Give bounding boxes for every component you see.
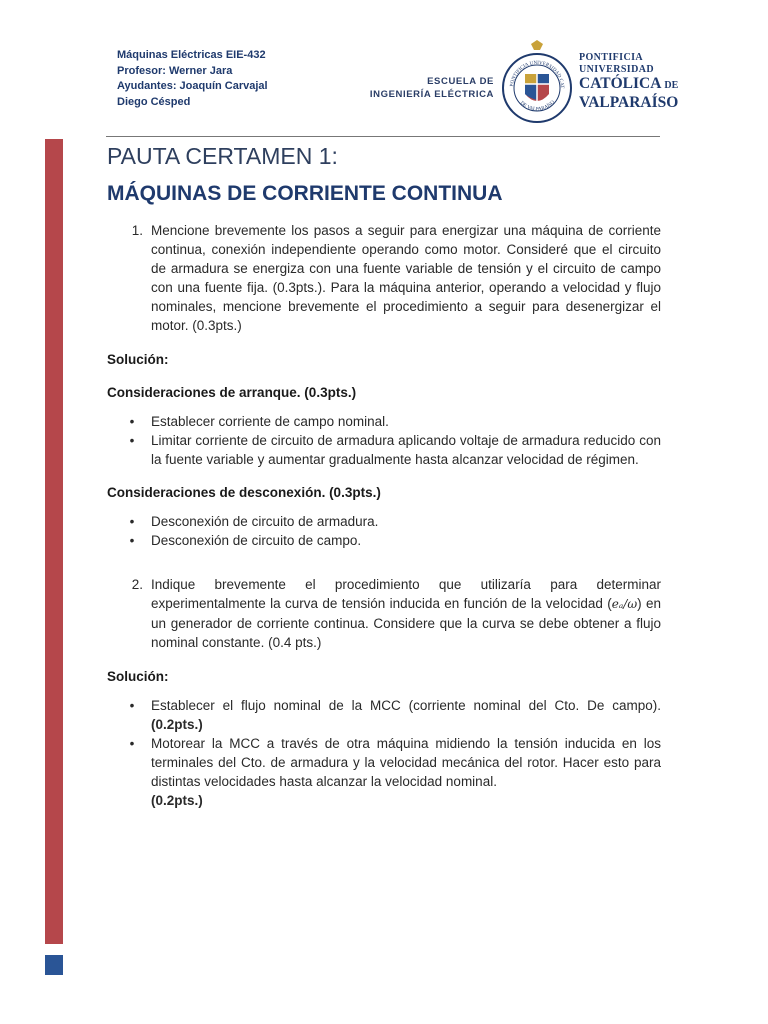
question-1 (107, 221, 661, 335)
sidebar-accent-bar (45, 139, 63, 944)
svg-text:DE VALPARAÍSO: DE VALPARAÍSO (518, 100, 556, 113)
university-line-4: VALPARAÍSO (579, 94, 679, 111)
solution-list (107, 696, 661, 810)
university-line-1: PONTIFICIA (579, 52, 644, 63)
school-line-2: INGENIERÍA ELÉCTRICA (369, 88, 494, 100)
bullet-icon: • (129, 736, 135, 751)
bullet-icon: • (129, 514, 135, 529)
solution-label: Solución: (107, 669, 169, 684)
page-subtitle: MÁQUINAS DE CORRIENTE CONTINUA (107, 182, 503, 205)
bullet-icon: • (129, 414, 135, 429)
university-line-3-de: DE (664, 80, 679, 91)
math-expression: eₐ/ω (611, 597, 638, 611)
list-item: • Establecer corriente de campo nominal. (107, 412, 661, 431)
assistants-line: Ayudantes: Joaquín Carvajal (117, 80, 268, 92)
question-number: 1. (131, 223, 143, 238)
university-seal-icon (501, 40, 573, 126)
course-name: Máquinas Eléctricas EIE-432 (117, 49, 266, 61)
stop-list (107, 512, 661, 550)
svg-text:PONTIFICIA UNIVERSIDAD CATÓLIC: PONTIFICIA UNIVERSIDAD CAT (510, 60, 565, 89)
bullet-icon: • (129, 698, 135, 713)
question-2 (107, 575, 661, 652)
university-line-2: UNIVERSIDAD (579, 63, 654, 75)
school-name (366, 76, 494, 101)
assistant-name: Diego Césped (117, 95, 191, 108)
list-item: • Establecer el flujo nominal de la MCC (corriente nominal del Cto. De campo). (0.2pts.) (107, 696, 661, 734)
stop-considerations-label: Consideraciones de desconexión. (0.3pts.) (107, 485, 381, 500)
solution-label: Solución: (107, 352, 169, 367)
university-line-3: CATÓLICA (579, 75, 661, 92)
university-name (579, 52, 678, 111)
question-text: Mencione brevemente los pasos a seguir para energizar una máquina de corriente continua, conexión independiente operando como motor. Consideré que el circuito de armadura se energiza con una fuente variable de tensión y el circuito de campo con una fuente fija. (0.3pts.). Para la máquina anterior, operando a velocidad y flujo nominales, mencione brevemente el procedimiento a seguir para desenergizar el motor. (0.3pts.) (151, 223, 661, 333)
list-item: • Desconexión de circuito de campo. (107, 531, 661, 550)
bullet-icon: • (129, 533, 135, 548)
school-line-1: ESCUELA DE (427, 76, 494, 87)
bullet-icon: • (129, 433, 135, 448)
question-number: 2. (131, 577, 143, 592)
question-text: Indique brevemente el procedimiento que utilizaría para determinar experimentalmente la curva de tensión inducida en función de la velocidad (eₐ/ω) en un generador de corriente continua. Considere que la curva se debe obtener a flujo nominal constante. (0.4 pts.) (151, 577, 662, 650)
course-header (117, 48, 268, 110)
list-item: • Motorear la MCC a través de otra máquina midiendo la tensión inducida en los terminales del Cto. de armadura y la velocidad mecánica del rotor. Hacer esto para distintas velocidades hasta alcanzar la velocidad nominal. (0.2pts.) (107, 734, 661, 810)
start-considerations-label: Consideraciones de arranque. (0.3pts.) (107, 385, 357, 400)
header-divider (106, 136, 660, 137)
start-list (107, 412, 661, 469)
list-item: • Desconexión de circuito de armadura. (107, 512, 661, 531)
professor-name: Profesor: Werner Jara (117, 64, 233, 77)
page-title: PAUTA CERTAMEN 1: (107, 143, 338, 169)
exam-content (107, 221, 661, 810)
list-item: • Limitar corriente de circuito de armadura aplicando voltaje de armadura reducido con la fuente variable y aumentar gradualmente hasta alcanzar velocidad de régimen. (107, 431, 661, 469)
footer-square (45, 955, 63, 975)
